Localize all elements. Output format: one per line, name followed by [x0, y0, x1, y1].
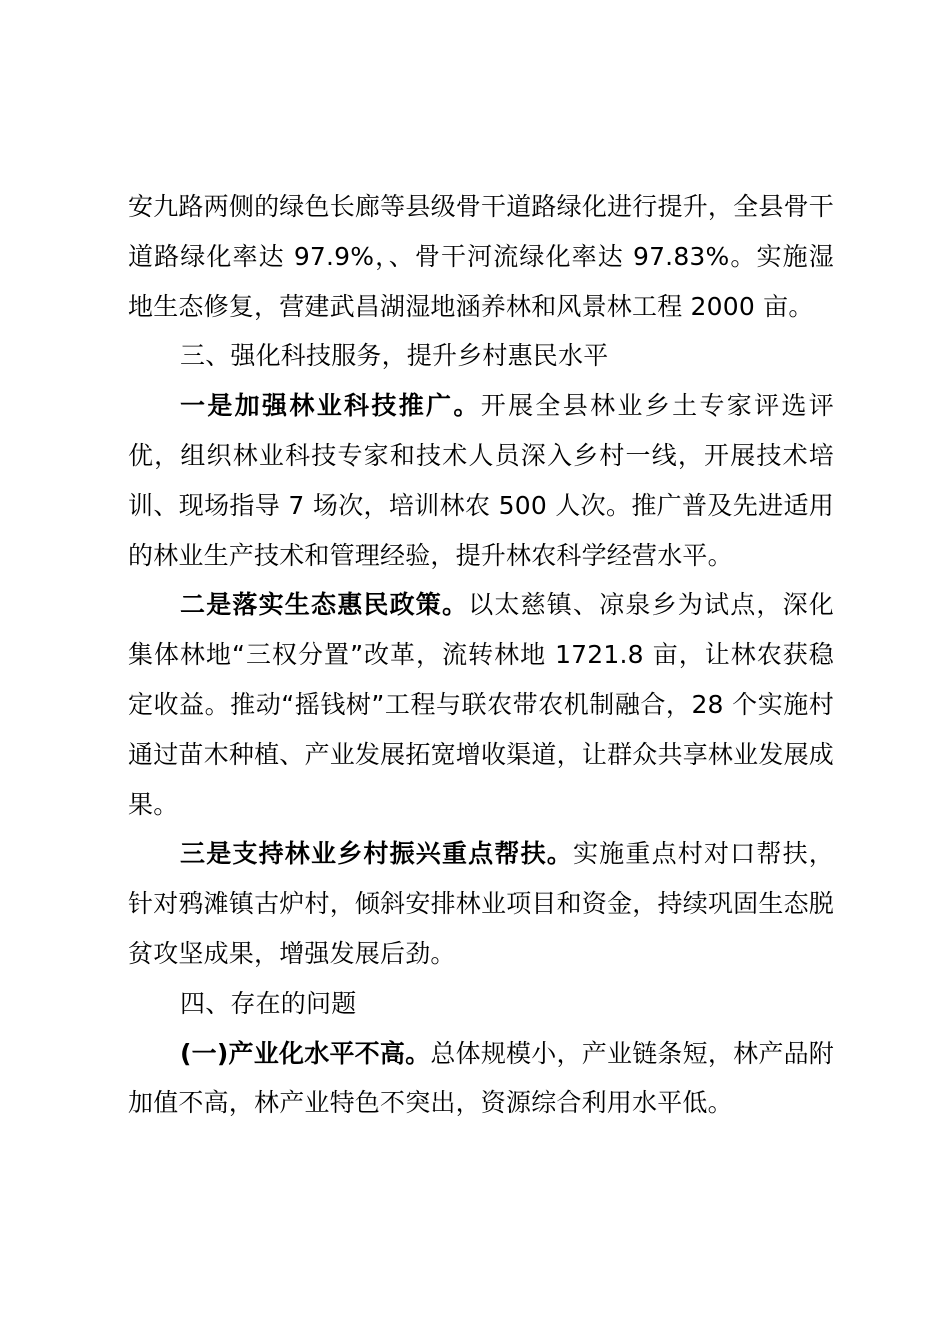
- heading-text: 四、存在的问题: [180, 988, 357, 1018]
- paragraph-lead: 二是落实生态惠民政策。: [180, 590, 469, 620]
- paragraph-text: 总体规模小，产业链条短，林产品附加值不高，林产业特色不突出，资源综合利用水平低。: [128, 1038, 835, 1118]
- paragraph-text: 开展全县林业乡土专家评选评优，组织林业科技专家和技术人员深入乡村一线，开展技术培训、现场指导 7 场次，培训林农 500 人次。推广普及先进适用的林业生产技术和管理经验，提升林农科学经营水平。: [128, 391, 834, 570]
- paragraph-tech-promotion: [128, 381, 834, 580]
- paragraph-text: 以太慈镇、凉泉乡为试点，深化集体林地“三权分置”改革，流转林地 1721.8 亩，让林农获稳定收益。推动“摇钱树”工程与联农带农机制融合，28 个实施村通过苗木种植、产业发展拓宽增收渠道，让群众共享林业发展成果。: [128, 590, 834, 819]
- document-page: [128, 182, 834, 1128]
- section-heading-problems: [128, 979, 834, 1029]
- paragraph-lead: 三是支持林业乡村振兴重点帮扶。: [180, 839, 573, 869]
- heading-text: 三、强化科技服务，提升乡村惠民水平: [180, 341, 609, 371]
- paragraph-text: 安九路两侧的绿色长廊等县级骨干道路绿化进行提升，全县骨干道路绿化率达 97.9%，、骨干河流绿化率达 97.83%。实施湿地生态修复，营建武昌湖湿地涵养林和风景林工程 2000 亩。: [128, 192, 834, 321]
- paragraph-eco-policy: [128, 580, 834, 829]
- section-heading-tech-services: [128, 331, 834, 381]
- paragraph-rural-revitalization: [128, 829, 834, 978]
- paragraph-greening-results: [128, 182, 834, 331]
- paragraph-text: 实施重点村对口帮扶，针对鸦滩镇古炉村，倾斜安排林业项目和资金，持续巩固生态脱贫攻坚成果，增强发展后劲。: [128, 839, 834, 968]
- paragraph-industrialization: [128, 1029, 834, 1129]
- paragraph-lead: 一是加强林业科技推广。: [180, 391, 481, 421]
- paragraph-lead: (一)产业化水平不高。: [180, 1038, 431, 1068]
